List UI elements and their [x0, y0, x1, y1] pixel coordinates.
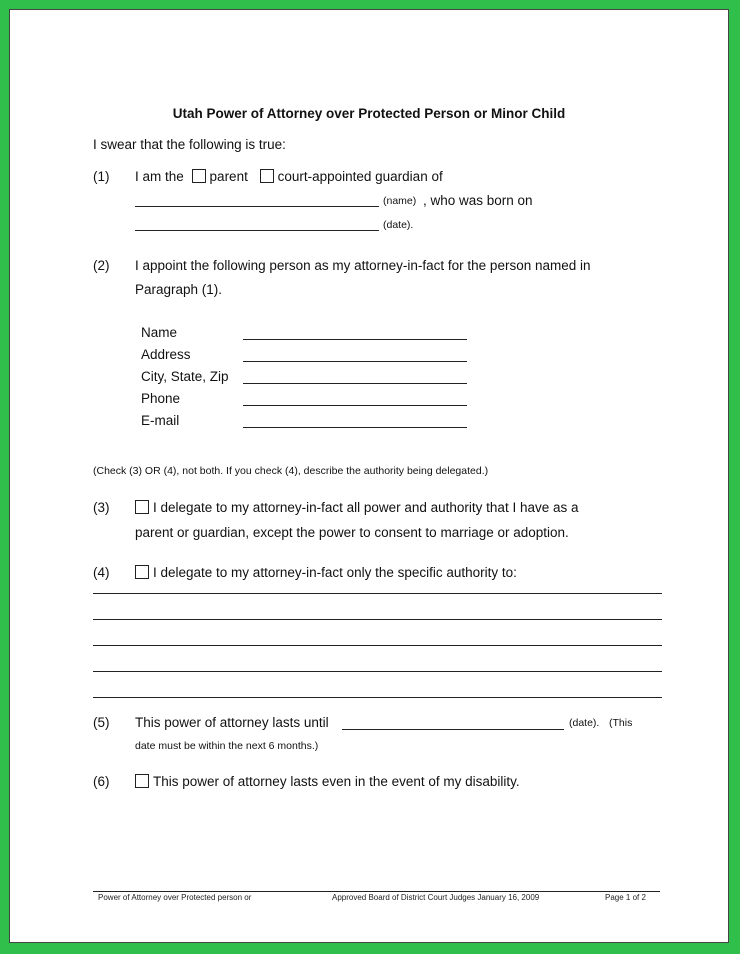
field-label-city: City, State, Zip [141, 369, 229, 384]
address-field-line[interactable] [243, 361, 467, 362]
parent-label: parent [209, 169, 248, 184]
p5-lead: This power of attorney lasts until [135, 715, 329, 730]
paragraph-number: (3) [93, 500, 110, 515]
paragraph-1-line [135, 169, 443, 184]
p3-line-2: parent or guardian, except the power to consent to marriage or adoption. [135, 525, 569, 540]
birth-date-line[interactable] [135, 230, 379, 231]
authority-line[interactable] [93, 645, 662, 646]
p2-line-1: I appoint the following person as my attorney-in-fact for the person named in [135, 258, 591, 273]
footer-rule [93, 891, 660, 892]
p5-note-start: (This [609, 717, 633, 729]
footer-page: Page 1 of 2 [605, 893, 646, 902]
footer-center: Approved Board of District Court Judges January 16, 2009 [332, 893, 540, 902]
delegate-specific-checkbox[interactable] [135, 565, 149, 579]
guardian-checkbox[interactable] [260, 169, 274, 183]
authority-line[interactable] [93, 619, 662, 620]
field-label-name: Name [141, 325, 178, 340]
delegate-all-checkbox[interactable] [135, 500, 149, 514]
paragraph-number: (4) [93, 565, 110, 580]
intro-text: I swear that the following is true: [93, 137, 286, 152]
date-hint: (date). [383, 219, 414, 231]
disability-checkbox[interactable] [135, 774, 149, 788]
field-label-email: E-mail [141, 413, 180, 428]
authority-line[interactable] [93, 593, 662, 594]
p5-note-line-2: date must be within the next 6 months.) [135, 740, 319, 752]
paragraph-number: (1) [93, 169, 110, 184]
phone-field-line[interactable] [243, 405, 467, 406]
guardian-label: court-appointed guardian of [277, 169, 443, 184]
city-field-line[interactable] [243, 383, 467, 384]
expiry-date-line[interactable] [342, 729, 564, 730]
paragraph-number: (2) [93, 258, 110, 273]
p1-lead: I am the [135, 169, 184, 184]
p6-text: This power of attorney lasts even in the event of my disability. [153, 774, 520, 789]
p2-line-2: Paragraph (1). [135, 282, 223, 297]
name-hint: (name) [383, 195, 417, 207]
authority-line[interactable] [93, 671, 662, 672]
footer-left: Power of Attorney over Protected person or [98, 893, 252, 902]
p5-date-hint: (date). [569, 717, 600, 729]
email-field-line[interactable] [243, 427, 467, 428]
p3-text-1: I delegate to my attorney-in-fact all power and authority that I have as a [153, 500, 579, 515]
child-name-line[interactable] [135, 206, 379, 207]
p3-line-1 [135, 500, 579, 515]
p4-line [135, 565, 517, 580]
field-label-address: Address [141, 347, 191, 362]
check-note: (Check (3) OR (4), not both. If you check (4), describe the authority being delegated.) [93, 465, 489, 477]
born-text: , who was born on [423, 193, 533, 208]
p6-line [135, 774, 520, 789]
paragraph-number: (6) [93, 774, 110, 789]
name-field-line[interactable] [243, 339, 467, 340]
authority-line[interactable] [93, 697, 662, 698]
parent-checkbox[interactable] [192, 169, 206, 183]
field-label-phone: Phone [141, 391, 181, 406]
paragraph-number: (5) [93, 715, 110, 730]
document-title: Utah Power of Attorney over Protected Person or Minor Child [172, 106, 566, 121]
p4-text: I delegate to my attorney-in-fact only the specific authority to: [153, 565, 517, 580]
